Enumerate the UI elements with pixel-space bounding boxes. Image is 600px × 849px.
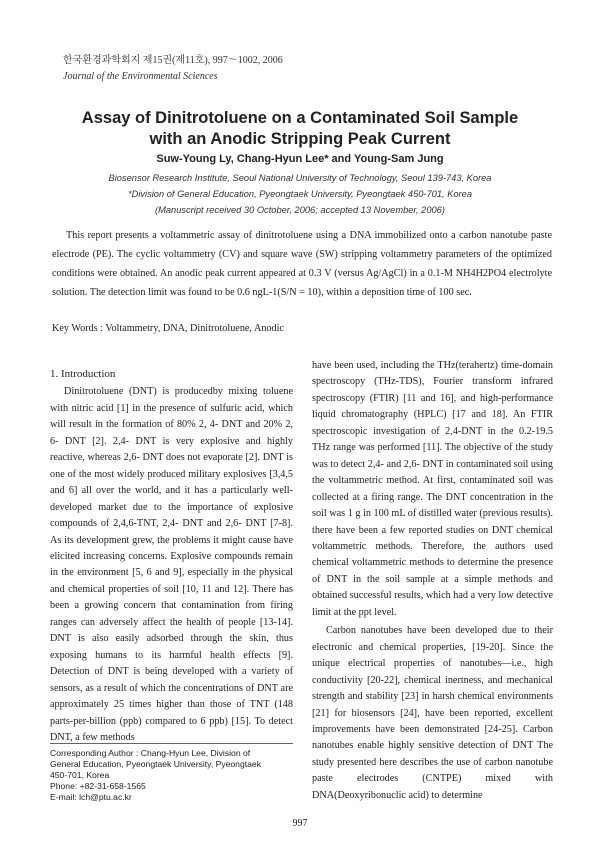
journal-header [63,53,283,85]
paper-title [30,108,570,150]
page-number: 997 [292,818,308,829]
affiliations [30,170,570,218]
column-right [312,358,553,804]
author-list: Suw-Young Ly, Chang-Hyun Lee* and Young-Sam Jung [156,153,444,165]
intro-paragraph-1-continued: have been used, including the THz(terahertz) time-domain spectroscopy (THz-TDS), Fourier transform infrared spectroscopy (FTIR) [11 and 16], and high-performance liquid chromatography (HPLC) [17 and 18]. An FTIR spectroscopic investigation of 2,4-DNT in the 0.2-19.5 THz range was performed [11]. The objective of the study was to detect 2,4- and 2,6- DNT in contaminated soil using the voltammetric method. At first, contaminated soil was collected at a firing range. The DNT concentration in the soil was 1 g in 100 mL of distilled water (previous results). there have been a few reported studies on DNT chemical voltammetric methods. Therefore, the authors used chemical voltammetric methods to determine the presence of DNT in the soil sample at a simple methods and obtained successful results, which had a very low detective limit at the ppt level. [312,360,553,618]
corr-line-3: 450-701, Korea [50,770,110,780]
corr-line-2: General Education, Pyeongtaek University, Pyeongtaek [50,759,261,769]
affiliation-1: Biosensor Research Institute, Seoul National University of Technology, Seoul 139-743, Korea [108,173,492,183]
title-line-1: Assay of Dinitrotoluene on a Contaminated Soil Sample [81,109,519,127]
footnote-rule [50,743,293,744]
intro-paragraph-1: Dinitrotoluene (DNT) is producedby mixing toluene with nitric acid [1] in the presence of sulfuric acid, which will result in the formation of 80% 2, 4- DNT and 20% 2, 6- DNT [2]. 2,4- DNT is very explosive and highly reactive, whereas 2,6- DNT does not evaporate [2]. DNT is one of the most widely produced military explosives [3,4,5 and 6] all over the world, and it has a particularly well-developed market due to the importance of explosive compounds of 2,4,6-TNT, 2,4- DNT and 2,6- DNT [7-8]. As its development grew, the problems it might cause have elicited increasing concerns. Explosive compounds remain in the environment [5, 6 and 9], especially in the physical and chemical properties of soil [10, 11 and 12]. There has been a growing concern that contamination from firing ranges can adversely affect the health of people [13-14]. DNT is also easily adsorbed through the skin, thus exposing humans to its harmful health effects [9]. Detection of DNT is being developed with a variety of sensors, as a result of which the concentrations of DNT are approximately 25 times higher than those of TNT (148 parts-per-billion (ppb) compared to 6 ppb) [15]. To detect DNT, a few methods [50,386,293,743]
intro-paragraph-2: Carbon nanotubes have been developed due to their electronic and chemical properties, [19-20]. Since the unique electrical properties of nanotubes—i.e., high conductivity [20-22], chemical inertness, and mechanical strength and stability [23] in harsh chemical environments [21] for biosensors [24], have been reported, excellent improvements have been demonstrated [24-25]. Carbon nanotubes enable highly sensitive detection of DNT The study presented here describes the use of carbon nanotube paste electrodes (CNTPE) mixed with DNA(Deoxyribonuclic acid) to determine [312,625,553,801]
abstract: This report presents a voltammetric assay of dinitrotoluene using a DNA immobilized onto a carbon nanotube paste electrode (PE). The cyclic voltammetry (CV) and square wave (SW) stripping voltammetry parameters of the optimized conditions were obtained. An anodic peak current appeared at 0.3 V (versus Ag/AgCl) in a 0.1-M NH4H2PO4 electrolyte solution. The detection limit was found to be 0.6 ngL-1(S/N = 10), within a deposition time of 100 sec. [52,230,552,298]
corr-phone: Phone: +82-31-658-1565 [50,781,146,791]
corresponding-author-footnote [50,748,293,803]
column-left [50,366,293,746]
title-line-2: with an Anodic Stripping Peak Current [149,130,451,148]
keywords: Key Words : Voltammetry, DNA, Dinitrotoluene, Anodic [52,323,284,334]
corr-email: E-mail: lch@ptu.ac.kr [50,792,132,802]
manuscript-dates: (Manuscript received 30 October, 2006; accepted 13 November, 2006) [155,205,445,215]
journal-name-english: Journal of the Environmental Sciences [63,71,218,82]
journal-citation-korean: 한국환경과학회지 제15권(제11호), 997～1002, 2006 [63,55,283,66]
corr-line-1: Corresponding Author : Chang-Hyun Lee, Division of [50,748,251,758]
affiliation-2: *Division of General Education, Pyeongtaek University, Pyeongtaek 450-701, Korea [127,189,472,199]
section-heading-introduction: 1. Introduction [50,368,116,380]
